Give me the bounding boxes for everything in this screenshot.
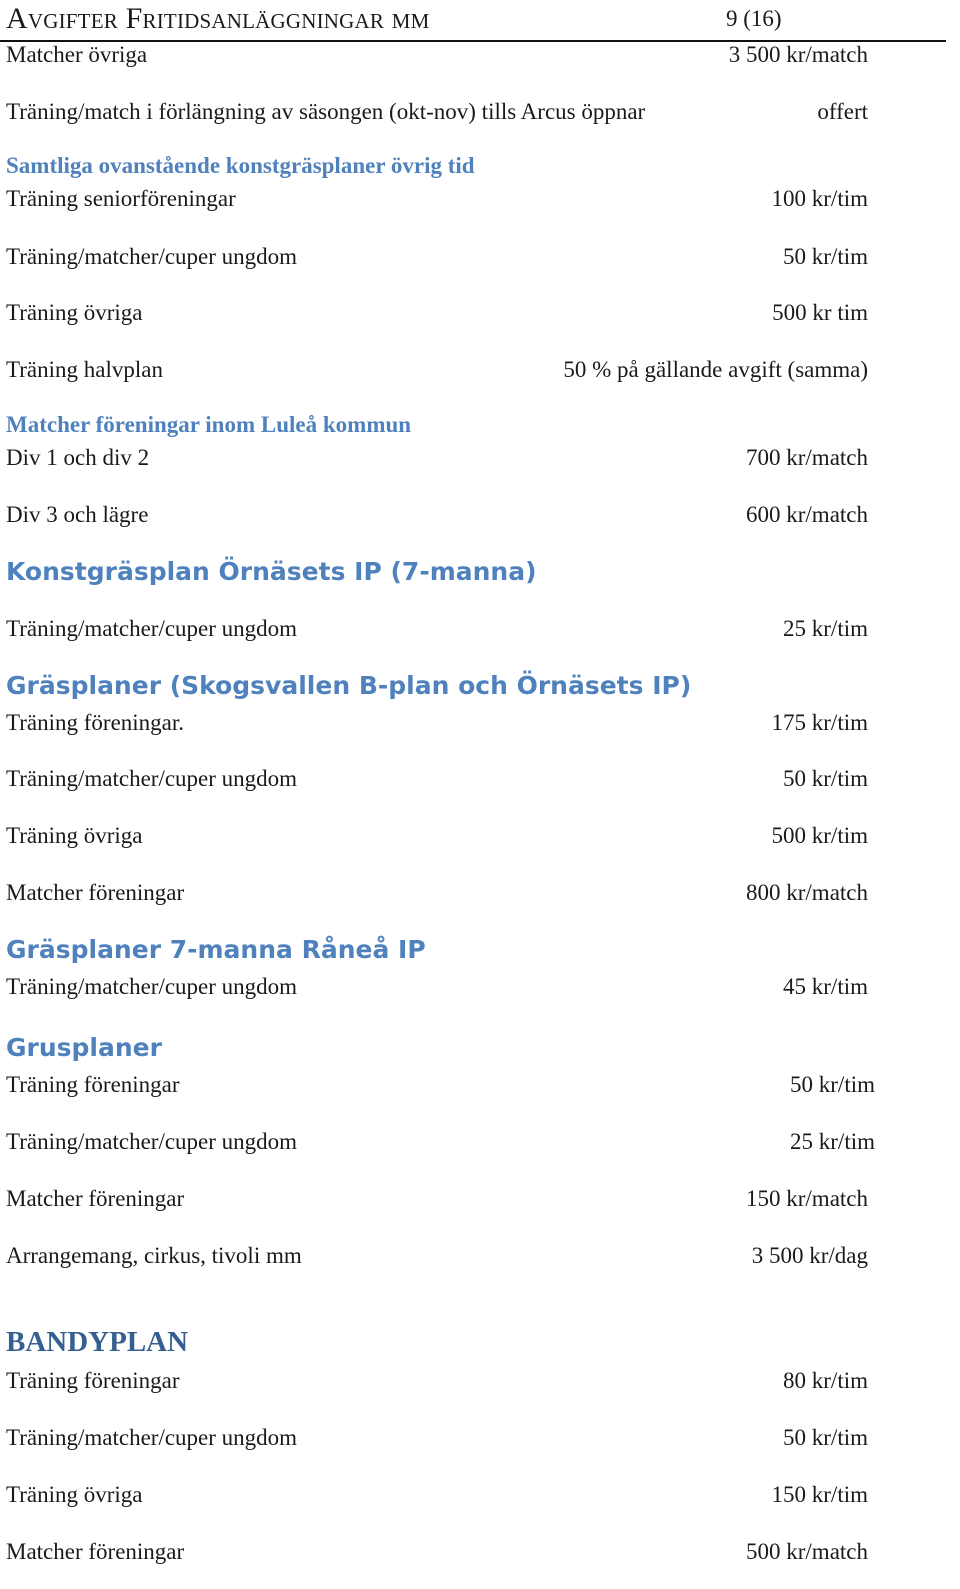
fee-label: Träning/matcher/cuper ungdom [6,974,298,999]
fee-value: 500 kr/tim [771,823,868,848]
fee-label: Träning/matcher/cuper ungdom [6,616,298,641]
page-header [0,0,946,42]
fee-value: 600 kr/match [746,502,868,527]
fee-label: Matcher föreningar [6,880,185,905]
fee-label: Arrangemang, cirkus, tivoli mm [6,1243,302,1268]
fee-value: 50 kr/tim [783,1425,868,1450]
fee-label: Träning föreningar. [6,710,185,735]
fee-label: Träning/matcher/cuper ungdom [6,244,298,269]
fee-value: 150 kr/tim [771,1482,868,1507]
section-heading-bandyplan: BANDYPLAN [6,1326,189,1358]
fee-label: Träning föreningar [6,1072,180,1097]
page-number: 9 (16) [726,6,782,31]
page-title: Avgifter Fritidsanläggningar mm [6,2,430,35]
fee-label: Div 1 och div 2 [6,445,150,470]
fee-label: Matcher övriga [6,42,148,67]
fee-label: Träning övriga [6,300,143,325]
fee-label: Träning övriga [6,1482,143,1507]
fee-label: Träning/matcher/cuper ungdom [6,1425,298,1450]
fee-value: 700 kr/match [746,445,868,470]
fee-value: 500 kr tim [772,300,868,325]
section-heading-grusplaner: Grusplaner [6,1033,162,1062]
fee-value: 800 kr/match [746,880,868,905]
fee-label: Div 3 och lägre [6,502,149,527]
fee-value: 50 kr/tim [783,244,868,269]
section-heading-ornaset-7-manna: Konstgräsplan Örnäsets IP (7-manna) [6,557,537,586]
fee-label: Matcher föreningar [6,1539,185,1564]
fee-value: 50 kr/tim [790,1072,875,1097]
fee-value: 25 kr/tim [783,616,868,641]
fee-value: 3 500 kr/match [728,42,868,67]
fee-label: Matcher föreningar [6,1186,185,1211]
fee-value: 50 kr/tim [783,766,868,791]
fee-label: Träning seniorföreningar [6,186,236,211]
fee-value: offert [817,99,868,124]
section-heading-grasplaner: Gräsplaner (Skogsvallen B-plan och Örnäsets IP) [6,671,692,700]
fee-value: 80 kr/tim [783,1368,868,1393]
fee-value: 150 kr/match [746,1186,868,1211]
section-heading-matcher-lulea: Matcher föreningar inom Luleå kommun [6,412,412,437]
fee-label: Träning föreningar [6,1368,180,1393]
fee-label: Träning halvplan [6,357,163,382]
fee-label: Träning/match i förlängning av säsongen (okt-nov) tills Arcus öppnar [6,99,646,124]
section-heading-ranea-7-manna: Gräsplaner 7-manna Råneå IP [6,935,426,964]
section-heading-konstgras-ovrig-tid: Samtliga ovanstående konstgräsplaner övrig tid [6,153,475,178]
fee-value: 25 kr/tim [790,1129,875,1154]
fee-label: Träning övriga [6,823,143,848]
fee-value: 175 kr/tim [771,710,868,735]
fee-value: 500 kr/match [746,1539,868,1564]
fee-value: 3 500 kr/dag [751,1243,868,1268]
fee-label: Träning/matcher/cuper ungdom [6,766,298,791]
fee-value: 50 % på gällande avgift (samma) [563,357,868,382]
fee-value: 100 kr/tim [771,186,868,211]
fee-value: 45 kr/tim [783,974,868,999]
fee-label: Träning/matcher/cuper ungdom [6,1129,298,1154]
